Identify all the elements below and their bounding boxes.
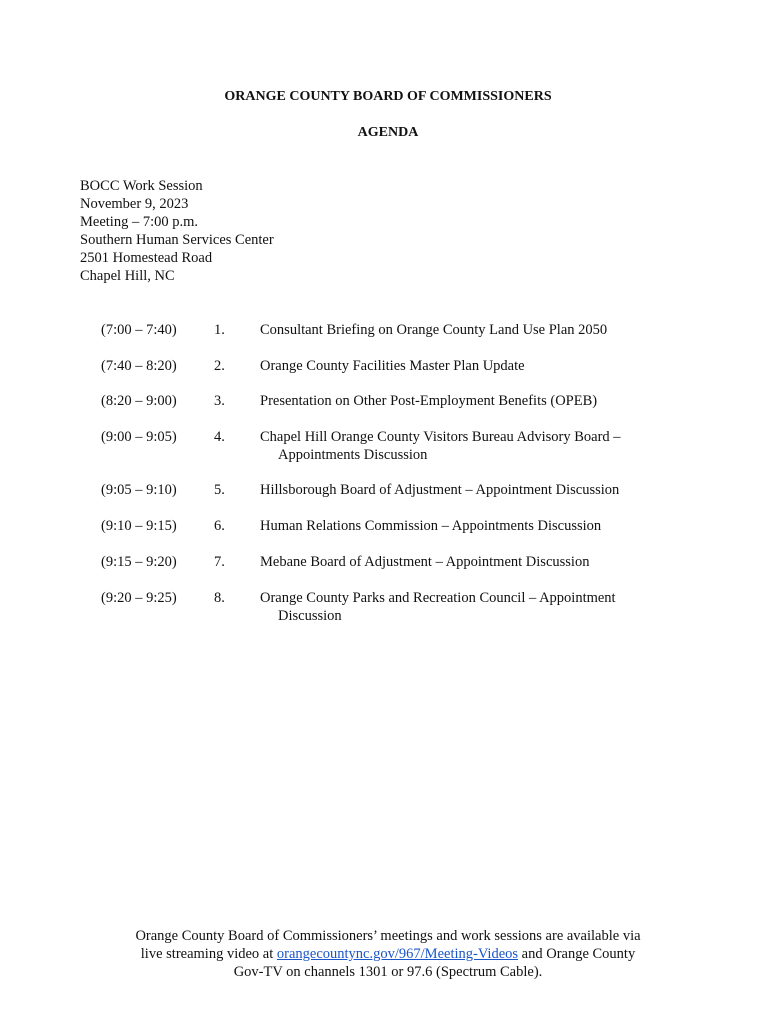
agenda-item-title: Orange County Parks and Recreation Council – Appointment bbox=[260, 590, 616, 606]
agenda-item-text bbox=[260, 357, 660, 375]
agenda-item-title: Orange County Facilities Master Plan Update bbox=[260, 358, 525, 374]
agenda-item-number: 8. bbox=[214, 590, 225, 606]
agenda-item-time: (9:10 – 9:15) bbox=[101, 518, 177, 534]
meeting-videos-link[interactable]: orangecountync.gov/967/Meeting-Videos bbox=[276, 946, 519, 962]
agenda-item-text bbox=[260, 428, 660, 464]
agenda-item bbox=[0, 517, 770, 553]
agenda-item-text bbox=[260, 481, 660, 499]
agenda-item-time: (9:00 – 9:05) bbox=[101, 429, 177, 445]
document-title: ORANGE COUNTY BOARD OF COMMISSIONERS bbox=[224, 89, 552, 104]
agenda-item-text bbox=[260, 589, 660, 625]
agenda-item bbox=[0, 392, 770, 428]
footer-note bbox=[0, 927, 770, 981]
agenda-item bbox=[0, 357, 770, 393]
agenda-item-number: 4. bbox=[214, 429, 225, 445]
agenda-item-number: 6. bbox=[214, 518, 225, 534]
agenda-item-time: (9:15 – 9:20) bbox=[101, 554, 177, 570]
agenda-item-number: 3. bbox=[214, 393, 225, 409]
meeting-time: Meeting – 7:00 p.m. bbox=[80, 214, 199, 230]
agenda-item-title: Hillsborough Board of Adjustment – Appointment Discussion bbox=[260, 482, 620, 498]
agenda-item-title: Presentation on Other Post-Employment Benefits (OPEB) bbox=[260, 393, 598, 409]
footer-line-2 bbox=[0, 945, 770, 963]
agenda-item-title: Chapel Hill Orange County Visitors Bureau Advisory Board – bbox=[260, 429, 621, 445]
meeting-street: 2501 Homestead Road bbox=[80, 250, 213, 266]
agenda-item-title: Human Relations Commission – Appointments Discussion bbox=[260, 518, 602, 534]
agenda-item-time: (8:20 – 9:00) bbox=[101, 393, 177, 409]
footer-line-2-start: live streaming video at bbox=[140, 946, 277, 962]
agenda-item-time: (7:40 – 8:20) bbox=[101, 358, 177, 374]
meeting-location: Southern Human Services Center bbox=[80, 232, 274, 248]
agenda-item-title: Mebane Board of Adjustment – Appointment Discussion bbox=[260, 554, 590, 570]
agenda-item bbox=[0, 589, 770, 625]
meeting-city: Chapel Hill, NC bbox=[80, 268, 175, 284]
agenda-item-number: 7. bbox=[214, 554, 225, 570]
agenda-item-text bbox=[260, 553, 660, 571]
agenda-item-text bbox=[260, 517, 660, 535]
footer-line-3: Gov-TV on channels 1301 or 97.6 (Spectrum Cable). bbox=[233, 964, 543, 980]
agenda-item-text bbox=[260, 392, 660, 410]
agenda-item-number: 2. bbox=[214, 358, 225, 374]
agenda-item bbox=[0, 321, 770, 357]
agenda-item bbox=[0, 553, 770, 589]
agenda-item-title: Consultant Briefing on Orange County Land Use Plan 2050 bbox=[260, 322, 608, 338]
agenda-item-time: (9:20 – 9:25) bbox=[101, 590, 177, 606]
agenda-item-number: 5. bbox=[214, 482, 225, 498]
agenda-item-continuation: Discussion bbox=[278, 608, 342, 624]
meeting-date: November 9, 2023 bbox=[80, 196, 189, 212]
agenda-item-continuation: Appointments Discussion bbox=[278, 447, 428, 463]
footer-line-2-end: and Orange County bbox=[518, 946, 636, 962]
agenda-item-number: 1. bbox=[214, 322, 225, 338]
document-subtitle: AGENDA bbox=[357, 125, 419, 140]
footer-line-1: Orange County Board of Commissioners’ meetings and work sessions are available via bbox=[135, 928, 641, 944]
agenda-item bbox=[0, 481, 770, 517]
meeting-type: BOCC Work Session bbox=[80, 178, 203, 194]
agenda-item-text bbox=[260, 321, 660, 339]
meeting-details bbox=[80, 177, 274, 285]
agenda-item bbox=[0, 428, 770, 464]
agenda-item-time: (9:05 – 9:10) bbox=[101, 482, 177, 498]
agenda-item-time: (7:00 – 7:40) bbox=[101, 322, 177, 338]
